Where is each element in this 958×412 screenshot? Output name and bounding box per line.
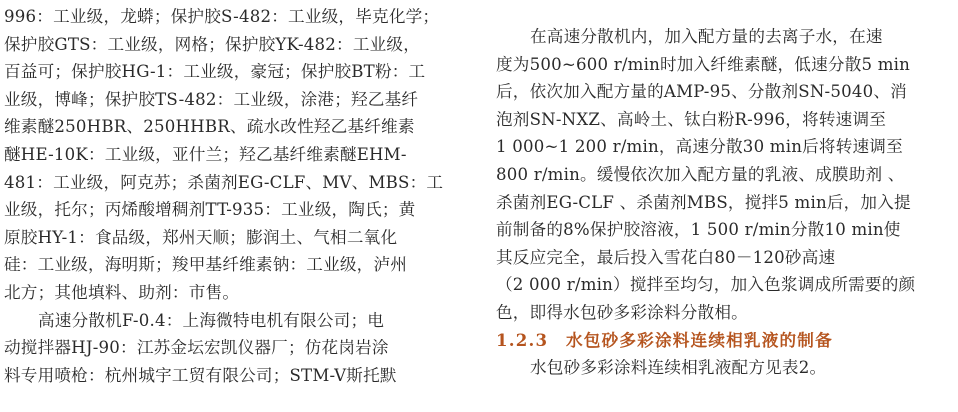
text-line: 泡剂SN-NXZ、高岭土、钛白粉R-996，将转速调至 — [496, 109, 887, 129]
text-line: 1 000~1 200 r/min，高速分散30 min后将转速调至 — [496, 137, 903, 157]
text-line: 业级，托尔；丙烯酸增稠剂TT-935：工业级，陶氏；黄 — [4, 200, 416, 220]
text-line: 醚HE-10K：工业级，亚什兰；羟乙基纤维素醚EHM- — [4, 144, 407, 164]
text-line: 481：工业级，阿克苏；杀菌剂EG-CLF、MV、MBS：工 — [4, 172, 444, 192]
text-line: （2 000 r/min）搅拌至均匀，加入色浆调成所需要的颜 — [496, 275, 916, 295]
text-line: 北方；其他填料、助剂：市售。 — [4, 282, 240, 302]
process-paragraph — [496, 23, 952, 327]
text-line: 高速分散机F-0.4：上海微特电机有限公司；电 — [38, 310, 385, 330]
text-line: 在高速分散机内，加入配方量的去离子水，在速 — [530, 27, 883, 46]
text-line: 其反应完全，最后投入雪花白80－120砂高速 — [496, 247, 836, 267]
equipment-paragraph — [4, 307, 460, 390]
text-line: 800 r/min。缓慢依次加入配方量的乳液、成膜助剂 、 — [496, 164, 905, 184]
section-intro: 水包砂多彩涂料连续相乳液配方见表2。 — [530, 358, 827, 378]
left-column — [4, 3, 460, 389]
text-line: 前制备的8%保护胶溶液，1 500 r/min分散10 min使 — [496, 220, 901, 240]
text-line: 原胶HY-1：食品级，郑州天顺；膨润土、气相二氧化 — [4, 227, 398, 247]
section-heading: 1.2.3 水包砂多彩涂料连续相乳液的制备 — [496, 329, 833, 350]
text-line: 保护胶GTS：工业级，网格；保护胶YK-482：工业级， — [4, 34, 420, 54]
text-line: 色，即得水包砂多彩涂料分散相。 — [496, 302, 748, 322]
text-line: 硅：工业级，海明斯；羧甲基纤维素钠：工业级，泸州 — [4, 255, 408, 275]
materials-paragraph — [4, 3, 460, 307]
text-line: 百益可；保护胶HG-1：工业级，豪冠；保护胶BT粉：工 — [4, 62, 426, 82]
text-line: 料专用喷枪：杭州城宇工贸有限公司；STM-V斯托默 — [4, 365, 397, 385]
text-line: 业级，博峰；保护胶TS-482：工业级，涂港；羟乙基纤 — [4, 89, 419, 109]
text-line: 动搅拌器HJ-90：江苏金坛宏凯仪器厂；仿花岗岩涂 — [4, 338, 389, 358]
text-line: 维素醚250HBR、250HHBR、疏水改性羟乙基纤维素 — [4, 117, 415, 137]
right-column — [496, 3, 952, 382]
text-line: 996：工业级，龙蟒；保护胶S-482：工业级，毕克化学； — [4, 7, 440, 26]
text-line: 后，依次加入配方量的AMP-95、分散剂SN-5040、消 — [496, 82, 907, 102]
text-line: 度为500~600 r/min时加入纤维素醚，低速分散5 min — [496, 54, 911, 74]
text-line: 杀菌剂EG-CLF 、杀菌剂MBS，搅拌5 min后，加入提 — [496, 192, 911, 212]
column-top-gap — [496, 3, 952, 23]
